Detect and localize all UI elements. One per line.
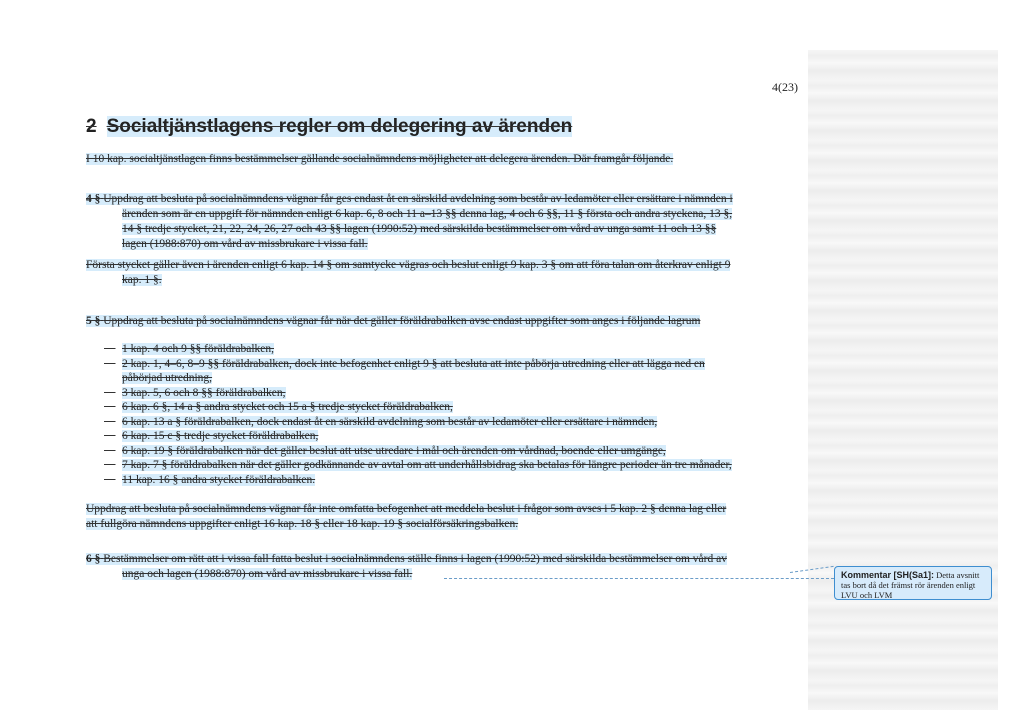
- para6-line2: unga och lagen (1988:870) om vård av missbrukare i vissa fall.: [122, 568, 413, 580]
- para4-marker: 4 §: [86, 193, 101, 205]
- uppdrag-paragraph: [86, 502, 726, 532]
- para5-text: Uppdrag att besluta på socialnämndens vägnar får när det gäller föräldrabalken avse endast uppgifter som anges i följande lagrum: [103, 315, 701, 327]
- comment-text: Detta avsnitt tas bort då det främst rör ärenden enligt LVU och LVM: [841, 570, 980, 600]
- list-item: 6 kap. 15 c § tredje stycket föräldrabalken,: [122, 430, 319, 442]
- list-item: 11 kap. 16 § andra stycket föräldrabalken.: [122, 473, 316, 486]
- para6-line1: Bestämmelser om rätt att i vissa fall fatta beslut i socialnämndens ställe finns i lagen (1990:52) med särskilda bestämmelser om vård av: [103, 553, 727, 565]
- paragraph-4: [86, 192, 798, 252]
- comment-margin: [808, 50, 998, 710]
- list-item: 1 kap. 4 och 9 §§ föräldrabalken,: [122, 343, 275, 355]
- heading-number: 2: [86, 116, 97, 137]
- para4-line3: 14 § tredje stycket, 21, 22, 24, 26, 27 och 43 §§ lagen (1990:52) med särskilda bestämmelser om vård av unga samt 11 och 13 §§: [122, 223, 717, 235]
- list-item: 6 kap. 6 §, 14 a § andra stycket och 15 a § tredje stycket föräldrabalken,: [122, 401, 453, 413]
- paragraph-5: [86, 314, 700, 329]
- forsta-paragraph: [86, 258, 730, 288]
- list-item: 6 kap. 13 a § föräldrabalken, dock endast åt en särskild avdelning som består av ledamöter eller ersättare i nämnden,: [122, 415, 658, 428]
- heading-title: Socialtjänstlagens regler om delegering av ärenden: [106, 116, 573, 137]
- forsta-line1: Första stycket gäller även i ärenden enligt 6 kap. 14 § om samtycke vägras och beslut enligt 9 kap. 3 § om att föra talan om återkrav enligt 9: [86, 259, 731, 271]
- comment-connector: [444, 578, 834, 579]
- list-item: 2 kap. 1, 4–6, 8–9 §§ föräldrabalken, dock inte befogenhet enligt 9 § att besluta att inte påbörja utredning eller att lägga ned en påbörjad utredning,: [122, 357, 705, 384]
- section-heading: [86, 116, 572, 138]
- intro-text: I 10 kap. socialtjänstlagen finns bestämmelser gällande socialnämndens möjligheter att delegera ärenden. Där framgår följande.: [86, 153, 674, 165]
- uppdrag-line1: Uppdrag att besluta på socialnämndens vägnar får inte omfatta befogenhet att meddela beslut i frågor som avses i 5 kap. 2 § denna lag eller: [86, 503, 727, 515]
- list-item: 7 kap. 7 § föräldrabalken när det gäller godkännande av avtal om att underhållsbidrag ska betalas för längre perioder än tre månader,: [122, 459, 732, 471]
- para4-line1: Uppdrag att besluta på socialnämndens vägnar får ges endast åt en särskild avdelning som består av ledamöter eller ersättare i nämnden i: [103, 193, 733, 205]
- para4-line2: ärenden som är en uppgift för nämnden enligt 6 kap. 6, 8 och 11 a–13 §§ denna lag, 4 och 6 §§, 11 § första och andra styckena, 13 §,: [122, 208, 733, 220]
- uppdrag-line2: att fullgöra nämndens uppgifter enligt 16 kap. 18 § eller 18 kap. 19 § socialförsäkringsbalken.: [86, 518, 519, 530]
- comment-title: Kommentar [SH(Sa1]:: [841, 570, 935, 580]
- para5-marker: 5 §: [86, 315, 101, 327]
- para4-line4: lagen (1988:870) om vård av missbrukare i vissa fall.: [122, 238, 368, 250]
- para6-marker: 6 §: [86, 553, 101, 565]
- comment-balloon[interactable]: [834, 566, 992, 600]
- list-item: 6 kap. 19 § föräldrabalken när det gäller beslut att utse utredare i mål och ärenden om vårdnad, boende eller umgänge,: [122, 444, 666, 457]
- intro-paragraph: [86, 152, 673, 167]
- page-number: 4(23): [772, 80, 798, 94]
- forsta-line2: kap. 1 §.: [122, 274, 162, 286]
- list-item: 3 kap. 5, 6 och 8 §§ föräldrabalken,: [122, 386, 286, 399]
- lagrum-list: [104, 342, 732, 487]
